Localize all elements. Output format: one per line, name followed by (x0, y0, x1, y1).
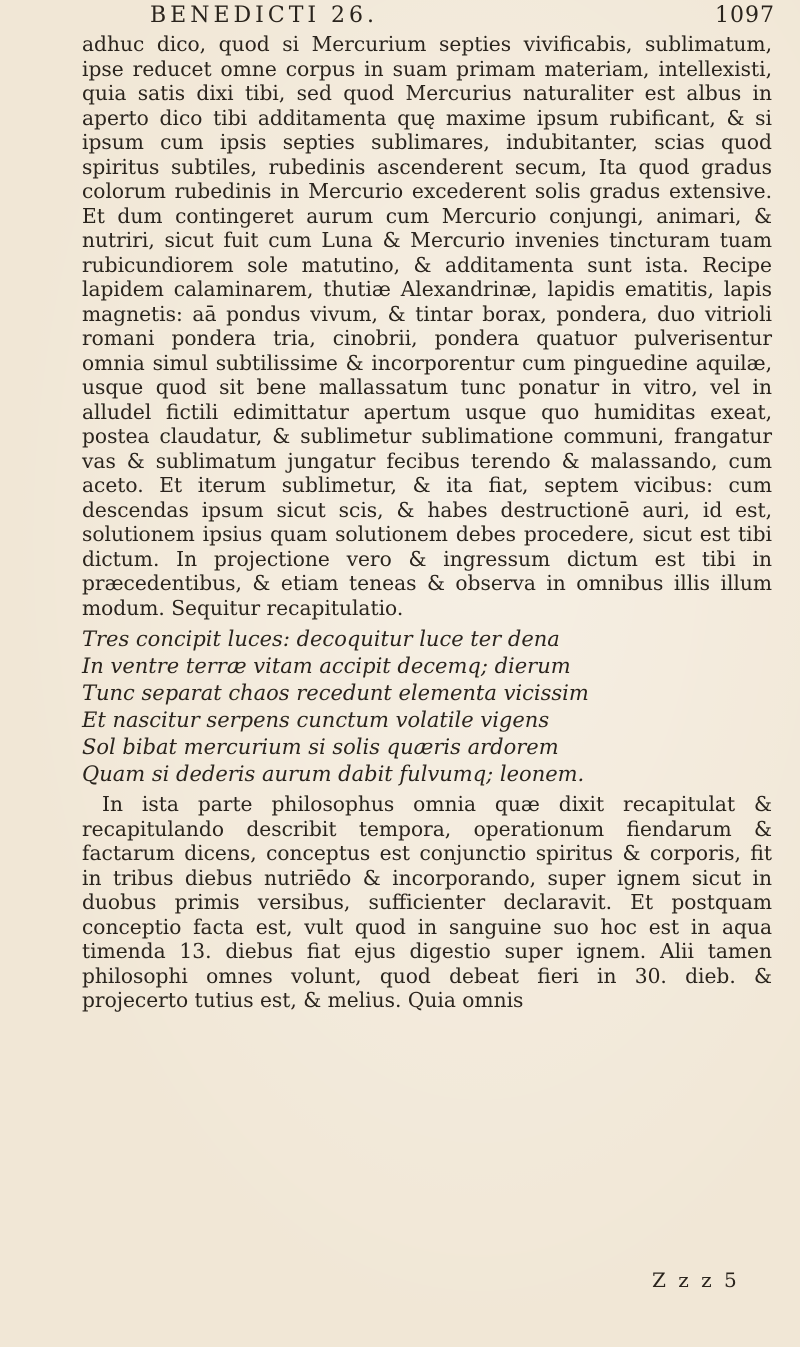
paragraph-2: In ista parte philosophus omnia quæ dixit recapitulat & recapitulando describit tempora, operationum fiendarum & factarum dicens, conceptus est conjunctio spiritus & corporis, fit in tribus diebus nutriēdo & incorporando, super ignem sicut in duobus primis versibus, sufficienter declaravit. Et postquam conceptio facta est, vult quod in sanguine suo hoc est in aqua timenda 13. diebus fiat ejus digestio super ignem. Alii tamen philosophi omnes volunt, quod debeat fieri in 30. dieb. & projecerto tutius est, & melius. Quia omnis (82, 792, 772, 1012)
page-header (150, 0, 775, 32)
page-footer (0, 1268, 800, 1294)
recapitulation-verses (82, 626, 772, 788)
verse-line: Tres concipit luces: decoquitur luce ter dena (82, 627, 560, 651)
verse-line: In ventre terræ vitam accipit decemq; dierum (82, 654, 571, 678)
verse-line: Quam si dederis aurum dabit fulvumq; leonem. (82, 762, 585, 786)
verse-line: Sol bibat mercurium si solis quæris ardorem (82, 735, 559, 759)
paragraph-1: adhuc dico, quod si Mercurium septies vivificabis, sublimatum, ipse reducet omne corpus in suam primam materiam, intellexisti, quia satis dixi tibi, sed quod Mercurius naturaliter est albus in aperto dico tibi additamenta quę maxime ipsum rubificant, & si ipsum cum ipsis septies sublimares, indubitanter, scias quod spiritus subtiles, rubedinis ascenderent secum, Ita quod gradus colorum rubedinis in Mercurio excederent solis gradus extensive. Et dum contingeret aurum cum Mercurio conjungi, animari, & nutriri, sicut fuit cum Luna & Mercurio invenies tincturam tuam rubicundiorem sole matutino, & additamenta sunt ista. Recipe lapidem calaminarem, thutiæ Alexandrinæ, lapidis ematitis, lapis magnetis: aā pondus vivum, & tintar borax, pondera, duo vitrioli romani pondera tria, cinobrii, pondera quatuor pulverisentur omnia simul subtilissime & incorporentur cum pinguedine aquilæ, usque quod sit bene mallassatum tunc ponatur in vitro, vel in alludel fictili edimittatur apertum usque quo humiditas exeat, postea claudatur, & sublimetur sublimatione communi, frangatur vas & sublimatum jungatur fecibus terendo & malassando, cum aceto. Et iterum sublimetur, & ita fiat, septem vicibus: cum descendas ipsum sicut scis, & habes destructionē auri, id est, solutionem ipsius quam solutionem debes procedere, sicut est tibi dictum. In projectione vero & ingressum dictum est tibi in præcedentibus, & etiam teneas & observa in omnibus illis illum modum. Sequitur recapitulatio. (82, 32, 772, 620)
page-body (82, 32, 772, 1013)
running-title: BENEDICTI 26. (150, 3, 379, 28)
verse-line: Et nascitur serpens cunctum volatile vigens (82, 708, 550, 732)
page-number: 1097 (715, 3, 775, 28)
signature-mark: Z z z 5 (652, 1268, 740, 1292)
verse-line: Tunc separat chaos recedunt elementa vicissim (82, 681, 589, 705)
